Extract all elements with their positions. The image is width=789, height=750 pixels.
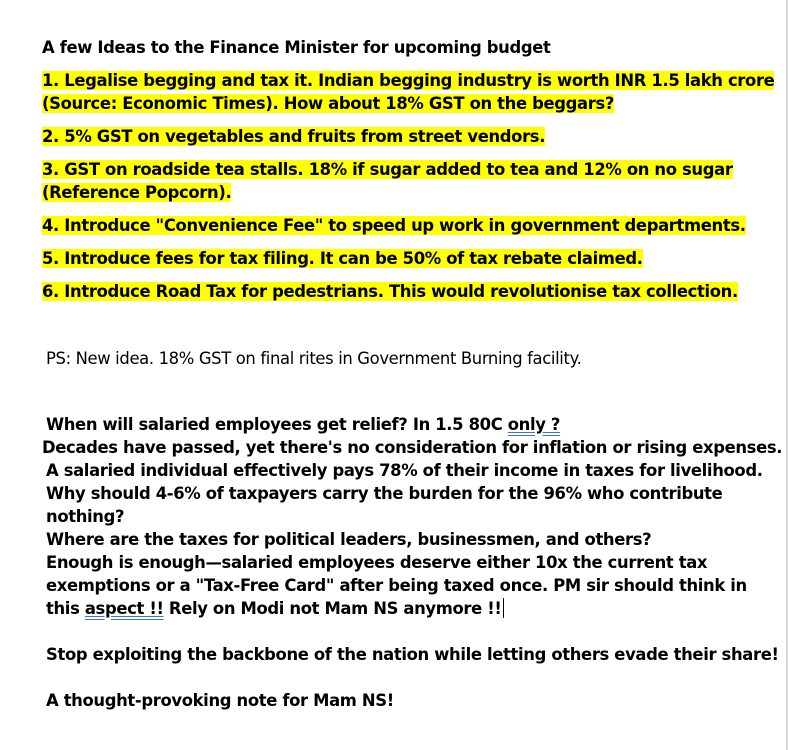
idea-5-text: 5. Introduce fees for tax filing. It can be 50% of tax rebate claimed. (42, 249, 643, 268)
idea-2 (42, 125, 784, 148)
page-edge (786, 0, 788, 750)
relief-line-3: A salaried individual effectively pays 78% of their income in taxes for livelihood. (46, 461, 763, 480)
relief-line-1: When will salaried employees get relief? In 1.5 80C only ? (46, 415, 561, 434)
relief-line-5: Where are the taxes for political leaders, businessmen, and others? (46, 530, 652, 549)
idea-3-text: 3. GST on roadside tea stalls. 18% if sugar added to tea and 12% on no sugar (Reference Popcorn). (42, 160, 733, 202)
closing-line-2: A thought-provoking note for Mam NS! (46, 691, 394, 710)
relief-line-2: Decades have passed, yet there's no consideration for inflation or rising expenses. (42, 438, 783, 457)
relief-line-4: Why should 4-6% of taxpayers carry the burden for the 96% who contribute nothing? (46, 484, 723, 526)
idea-2-text: 2. 5% GST on vegetables and fruits from street vendors. (42, 127, 546, 146)
spelling-flag[interactable]: only ? (507, 415, 561, 434)
idea-1-text: 1. Legalise begging and tax it. Indian begging industry is worth INR 1.5 lakh crore (Source: Economic Times). How about 18% GST on the beggars? (42, 71, 775, 113)
text-cursor (503, 598, 504, 618)
idea-6-text: 6. Introduce Road Tax for pedestrians. This would revolutionise tax collection. (42, 282, 738, 301)
document-heading: A few Ideas to the Finance Minister for upcoming budget (42, 38, 551, 57)
idea-1 (42, 69, 784, 115)
idea-6 (42, 280, 784, 303)
relief-paragraph (42, 413, 784, 620)
closing-line-1: Stop exploiting the backbone of the nation while letting others evade their share! (46, 645, 779, 664)
grammar-flag[interactable]: aspect !! (84, 599, 164, 618)
ps-note: PS: New idea. 18% GST on final rites in Government Burning facility. (46, 349, 582, 368)
relief-line-6: Enough is enough—salaried employees deserve either 10x the current tax exemptions or a "Tax-Free Card" after being taxed once. PM sir should think in this aspect !! Rely on Modi not Mam NS anymore !! (46, 553, 747, 618)
idea-3 (42, 158, 784, 204)
idea-4-text: 4. Introduce "Convenience Fee" to speed up work in government departments. (42, 216, 746, 235)
document-body[interactable] (42, 36, 784, 712)
idea-5 (42, 247, 784, 270)
idea-4 (42, 214, 784, 237)
